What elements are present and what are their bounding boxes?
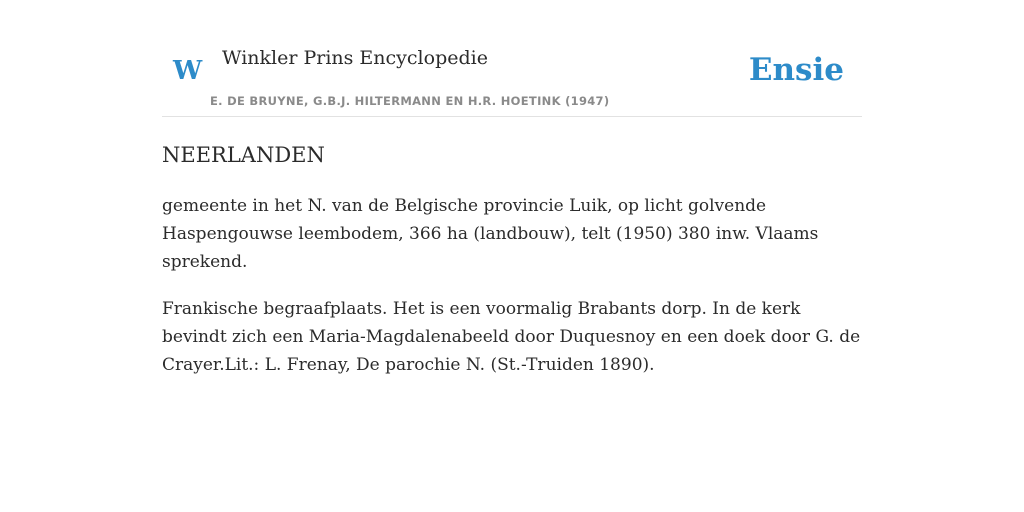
article-paragraph: Frankische begraafplaats. Het is een voormalig Brabants dorp. In de kerk bevindt zich een Maria-Magdalenabeeld door Duquesnoy en een doek door G. de Crayer.Lit.: L. Frenay, De parochie N. (St.-Truiden 1890).: [162, 299, 861, 375]
article: [162, 138, 862, 379]
article-paragraph: gemeente in het N. van de Belgische provincie Luik, op licht golvende Haspengouwse leembodem, 366 ha (landbouw), telt (1950) 380 inw. Vlaams sprekend.: [162, 196, 819, 272]
ensie-brand-link[interactable]: Ensie: [748, 52, 844, 88]
source-title: Winkler Prins Encyclopedie: [222, 47, 488, 69]
winkler-prins-logo[interactable]: W: [173, 56, 203, 86]
source-header: [162, 40, 862, 117]
source-authors: E. DE BRUYNE, G.B.J. HILTERMANN EN H.R. HOETINK (1947): [210, 94, 610, 108]
article-title: NEERLANDEN: [162, 143, 325, 167]
